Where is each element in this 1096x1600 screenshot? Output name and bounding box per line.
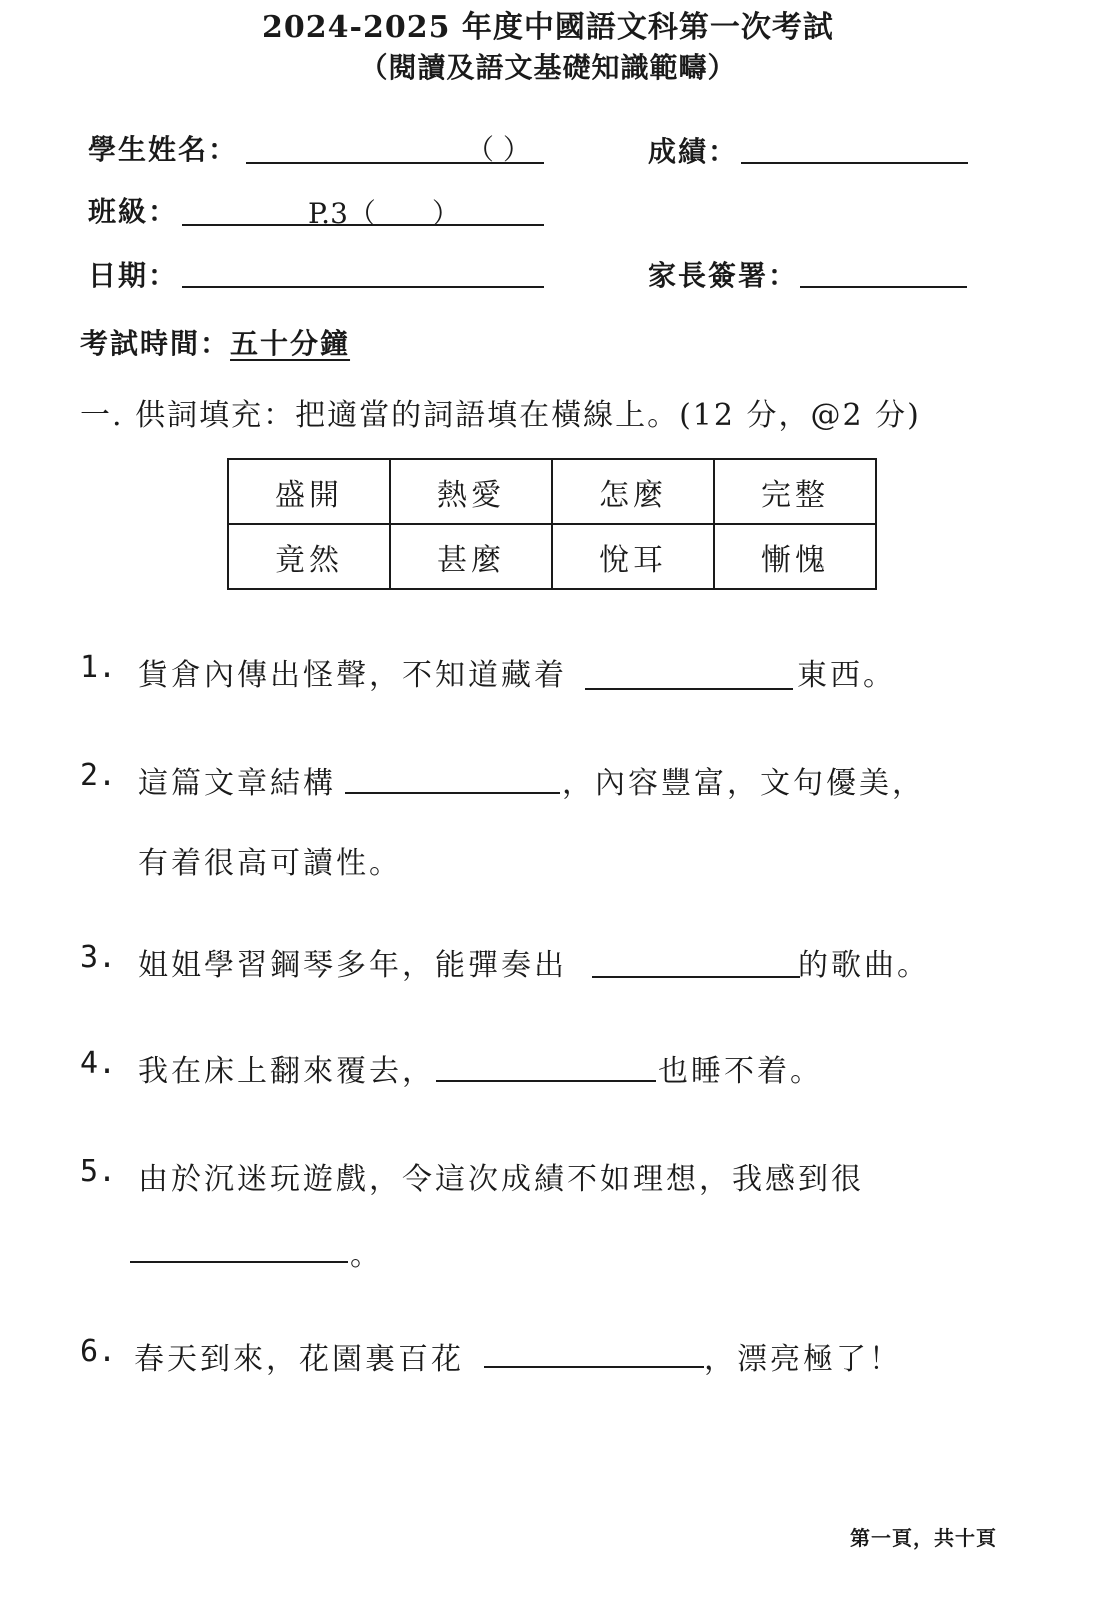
page-number: 第一頁，共十頁 [850, 1526, 997, 1550]
date-label: 日期： [88, 259, 179, 292]
student-name-label: 學生姓名： [88, 133, 239, 166]
class-number-paren: （ ） [466, 133, 531, 166]
class-label: 班級： [88, 195, 179, 228]
exam-time-label: 考試時間： [80, 327, 231, 360]
section-1-heading: 一. 供詞填充：把適當的詞語填在橫線上。(12 分，@2 分) [80, 398, 921, 433]
question-4-number: 4. [80, 1046, 117, 1081]
question-5-text-before: 由於沉迷玩遊戲，令這次成績不如理想，我感到很 [138, 1162, 864, 1197]
question-1-blank[interactable] [585, 688, 793, 690]
question-1-text-before: 貨倉內傳出怪聲，不知道藏着 [138, 658, 567, 693]
question-2-text-line2: 有着很高可讀性。 [138, 846, 402, 881]
exam-time [80, 322, 350, 362]
word-bank-cell: 甚麼 [390, 524, 552, 589]
question-2-text-after: ，內容豐富，文句優美， [562, 766, 925, 801]
question-6-text-before: 春天到來，花園裏百花 [134, 1342, 464, 1377]
word-bank-table [227, 458, 877, 590]
word-bank-cell: 竟然 [228, 524, 390, 589]
date-line[interactable] [182, 286, 544, 288]
question-5-blank[interactable] [130, 1261, 348, 1263]
question-5-text-after: 。 [350, 1238, 383, 1273]
word-bank-cell: 怎麼 [552, 459, 714, 524]
question-4-text-before: 我在床上翻來覆去， [138, 1054, 435, 1089]
question-6-blank[interactable] [484, 1366, 704, 1368]
question-2-blank[interactable] [345, 792, 560, 794]
word-bank-cell: 熱愛 [390, 459, 552, 524]
parent-sign-label: 家長簽署： [648, 259, 799, 292]
word-bank-cell: 盛開 [228, 459, 390, 524]
question-3-number: 3. [80, 940, 117, 975]
question-2-number: 2. [80, 758, 117, 793]
question-3-text-after: 的歌曲。 [798, 948, 930, 983]
question-5-number: 5. [80, 1154, 117, 1189]
question-6-text-after: ，漂亮極了！ [704, 1342, 902, 1377]
question-1-text-after: 東西。 [797, 658, 896, 693]
word-bank-row [228, 524, 876, 589]
word-bank-cell: 完整 [714, 459, 876, 524]
question-4-blank[interactable] [436, 1080, 656, 1082]
question-4-text-after: 也睡不着。 [658, 1054, 823, 1089]
word-bank-cell: 慚愧 [714, 524, 876, 589]
exam-time-value: 五十分鐘 [230, 327, 351, 360]
class-value: P.3（ ） [308, 197, 460, 230]
parent-sign-line[interactable] [800, 286, 967, 288]
score-label: 成績： [648, 135, 739, 168]
exam-title: 2024-2025 年度中國語文科第一次考試 [262, 10, 834, 45]
exam-subtitle: （閱讀及語文基礎知識範疇） [359, 51, 737, 84]
word-bank-cell: 悅耳 [552, 524, 714, 589]
score-line[interactable] [741, 162, 968, 164]
question-3-text-before: 姐姐學習鋼琴多年，能彈奏出 [138, 948, 567, 983]
question-3-blank[interactable] [592, 976, 800, 978]
question-2-text-before: 這篇文章結構 [138, 766, 336, 801]
question-1-number: 1. [80, 650, 117, 685]
question-6-number: 6. [80, 1334, 117, 1369]
word-bank-row [228, 459, 876, 524]
